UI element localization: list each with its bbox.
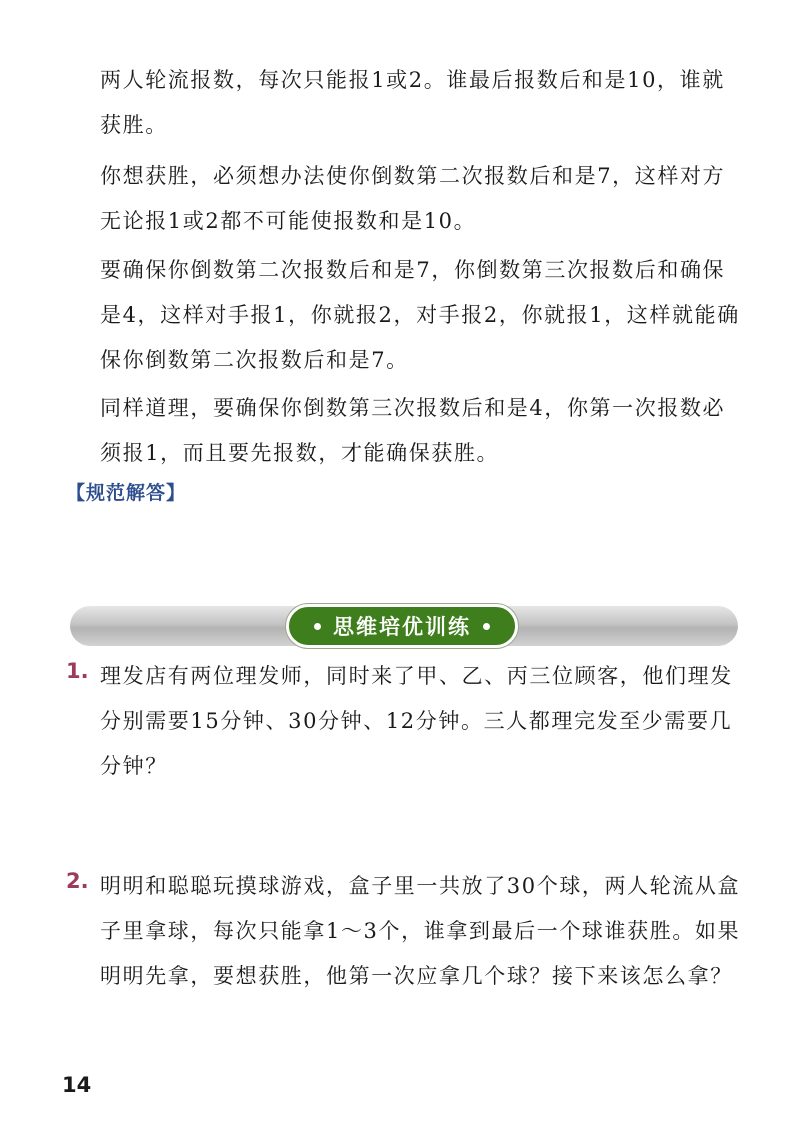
- explanation-paragraph-3: 要确保你倒数第二次报数后和是7，你倒数第三次报数后和确保是4，这样对手报1，你就报2，对手报2，你就报1，这样就能确保你倒数第二次报数后和是7。: [100, 258, 740, 372]
- page-number: 14: [62, 1073, 92, 1097]
- section-banner-title: 思维培优训练: [333, 615, 471, 639]
- explanation-paragraph-4: 同样道理，要确保你倒数第三次报数后和是4，你第一次报数必须报1，而且要先报数，才能确保获胜。: [100, 396, 726, 465]
- problem-number: 2.: [66, 869, 89, 893]
- bullet-dot-icon: [314, 623, 321, 630]
- explanation-paragraph-2: 你想获胜，必须想办法使你倒数第二次报数后和是7，这样对方无论报1或2都不可能使报数和是10。: [100, 164, 726, 233]
- problem-text: 理发店有两位理发师，同时来了甲、乙、丙三位顾客，他们理发分别需要15分钟、30分钟、12分钟。三人都理完发至少需要几分钟？: [100, 664, 733, 778]
- section-banner: [286, 604, 518, 648]
- bullet-dot-icon: [483, 623, 490, 630]
- problem-text: 明明和聪聪玩摸球游戏，盒子里一共放了30个球，两人轮流从盒子里拿球，每次只能拿1～3个，谁拿到最后一个球谁获胜。如果明明先拿，要想获胜，他第一次应拿几个球？接下来该怎么拿？: [100, 874, 741, 988]
- problem-number: 1.: [66, 659, 89, 683]
- explanation-paragraph-1: 两人轮流报数，每次只能报1或2。谁最后报数后和是10，谁就获胜。: [100, 68, 725, 137]
- solution-label: 【规范解答】: [66, 482, 187, 504]
